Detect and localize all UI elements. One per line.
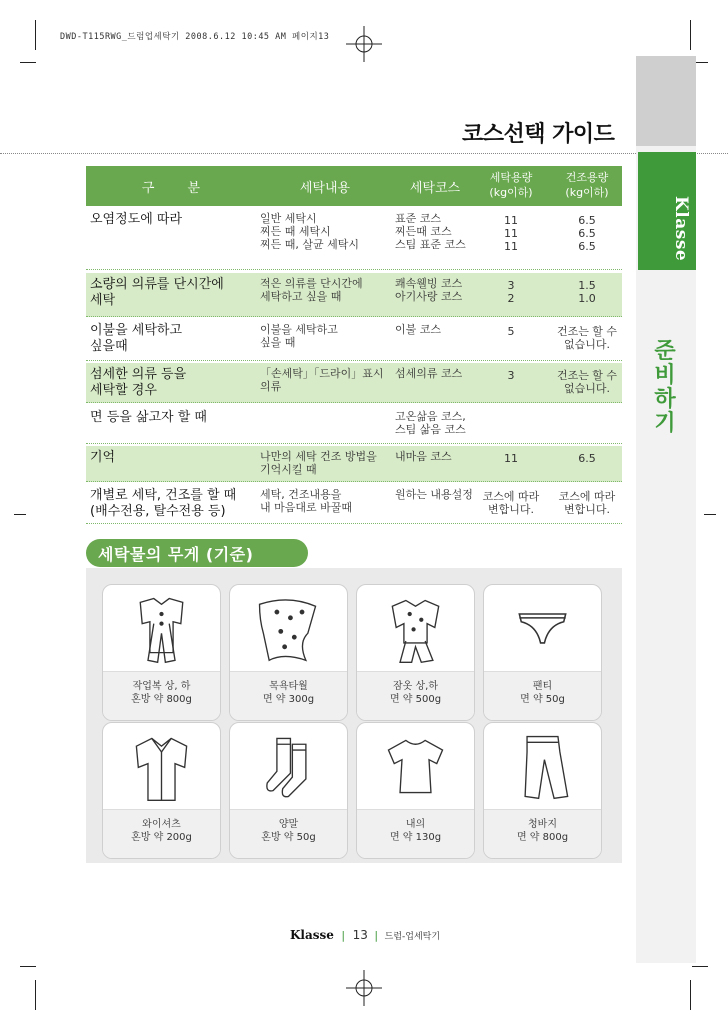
weight-card	[483, 722, 602, 859]
item-name: 팬티	[532, 681, 553, 692]
row-dry-capacity: 6.5	[578, 452, 596, 465]
side-section-label: 준비하기	[654, 339, 676, 436]
row-dry-capacity: 6.5 6.5 6.5	[578, 214, 596, 253]
table-row	[86, 484, 622, 524]
weight-caption	[230, 809, 347, 859]
row-category: 섬세한 의류 등을 세탁할 경우	[90, 367, 187, 398]
item-weight: 혼방 약 200g	[131, 832, 192, 843]
row-course: 원하는 내용설정	[395, 488, 473, 501]
item-weight: 면 약 500g	[389, 694, 442, 705]
row-content: 나만의 세탁 건조 방법을 기억시킬 때	[260, 450, 377, 476]
table-header	[86, 166, 622, 206]
weight-caption	[484, 671, 601, 721]
row-wash-capacity: 11 11 11	[504, 214, 518, 253]
weight-section-title	[86, 539, 308, 567]
crop-mark	[690, 20, 691, 50]
row-dry-capacity: 건조는 할 수 없습니다.	[556, 325, 618, 351]
row-course: 고온삶음 코스, 스팀 삶음 코스	[395, 410, 466, 436]
row-course: 섬세의류 코스	[395, 367, 463, 380]
item-weight: 면 약 800g	[516, 832, 569, 843]
row-course: 표준 코스 찌든때 코스 스팀 표준 코스	[395, 212, 466, 251]
row-category: 개별로 세탁, 건조를 할 때 (배수전용, 탈수전용 등)	[90, 488, 237, 519]
weight-caption	[357, 809, 474, 859]
weight-caption	[103, 809, 220, 859]
weight-caption	[357, 671, 474, 721]
item-name: 양말	[278, 819, 299, 830]
row-divider	[86, 443, 622, 444]
registration-mark-icon	[346, 26, 382, 62]
footer-page-number: 13	[352, 928, 368, 942]
table-row	[86, 319, 622, 361]
row-course: 이불 코스	[395, 323, 442, 336]
row-divider	[86, 523, 622, 524]
weight-card	[229, 722, 348, 859]
undershirt-icon	[357, 723, 474, 808]
side-tab-top	[636, 56, 696, 146]
crop-mark	[35, 980, 36, 1010]
table-row	[86, 406, 622, 444]
row-dry-capacity: 건조는 할 수 없습니다.	[556, 369, 618, 395]
table-row	[86, 363, 622, 403]
row-category: 이불을 세탁하고 싶을때	[90, 323, 183, 354]
shirt-icon	[103, 723, 220, 808]
row-category: 오염정도에 따라	[90, 212, 183, 227]
header-content: 세탁내용	[299, 181, 351, 196]
row-wash-capacity: 11	[504, 452, 518, 465]
item-name: 내의	[405, 819, 426, 830]
footer-brand: Klasse	[290, 928, 334, 942]
row-dry-capacity: 1.5 1.0	[578, 279, 596, 305]
crop-mark	[20, 62, 36, 63]
jeans-icon	[484, 723, 601, 808]
crop-mark	[20, 966, 36, 967]
header-dry-capacity: 건조용량 (kg이하)	[565, 171, 609, 199]
item-weight: 면 약 130g	[389, 832, 442, 843]
row-dry-capacity: 코스에 따라 변합니다.	[558, 490, 616, 516]
page-title: 코스선택 가이드	[462, 122, 615, 147]
row-content: 이불을 세탁하고 싶을 때	[260, 323, 338, 349]
item-weight: 면 약 300g	[262, 694, 315, 705]
weight-caption	[103, 671, 220, 721]
crop-mark	[704, 514, 716, 515]
footer-product: 드럼-업세탁기	[384, 932, 441, 942]
row-course: 쾌속웰빙 코스 아기사랑 코스	[395, 277, 463, 303]
crop-mark	[692, 966, 708, 967]
crop-mark	[14, 514, 26, 515]
course-table	[86, 166, 622, 524]
bath-towel-icon	[230, 585, 347, 670]
row-course: 내마음 코스	[395, 450, 452, 463]
row-divider	[86, 269, 622, 270]
registration-mark-icon	[346, 970, 382, 1006]
footer-divider: |	[341, 929, 346, 942]
row-wash-capacity: 3 2	[507, 279, 515, 305]
crop-mark	[35, 20, 36, 50]
crop-mark	[690, 980, 691, 1010]
item-name: 와이셔츠	[142, 819, 181, 830]
pajamas-icon	[357, 585, 474, 670]
weight-caption	[230, 671, 347, 721]
row-content: 일반 세탁시 찌든 때 세탁시 찌든 때, 살균 세탁시	[260, 212, 359, 251]
row-category: 기억	[90, 450, 116, 465]
work-clothes-icon	[103, 585, 220, 670]
header-course: 세탁코스	[409, 181, 461, 196]
header-dotted-rule	[0, 153, 728, 154]
row-wash-capacity: 3	[507, 369, 515, 382]
item-weight: 면 약 50g	[520, 694, 565, 705]
footer-divider: |	[374, 929, 379, 942]
row-category: 면 등을 삶고자 할 때	[90, 410, 207, 425]
item-name: 잠옷 상,하	[393, 681, 438, 692]
print-header-line: DWD-T115RWG_드럼업세탁기 2008.6.12 10:45 AM 페이지13	[60, 32, 330, 42]
row-content: 적은 의류를 단시간에 세탁하고 싶을 때	[260, 277, 363, 303]
row-wash-capacity: 5	[507, 325, 515, 338]
weight-card	[102, 722, 221, 859]
row-divider	[86, 360, 622, 361]
weight-card	[483, 584, 602, 721]
row-divider	[86, 402, 622, 403]
item-name: 작업복 상, 하	[132, 681, 191, 692]
table-row	[86, 208, 622, 270]
row-category: 소량의 의류를 단시간에 세탁	[90, 277, 224, 308]
row-wash-capacity: 코스에 따라 변합니다.	[482, 490, 540, 516]
table-row	[86, 273, 622, 317]
table-row	[86, 446, 622, 482]
item-weight: 혼방 약 50g	[261, 832, 316, 843]
weight-card	[102, 584, 221, 721]
page-footer	[290, 928, 440, 942]
weight-section-title-text: 세탁물의 무게 (기준)	[98, 545, 254, 564]
row-content: 세탁, 건조내용을 내 마음대로 바꿀때	[260, 488, 353, 514]
weight-card	[356, 722, 475, 859]
side-brand-logo: Klasse	[671, 196, 691, 262]
item-name: 목욕타월	[269, 681, 308, 692]
header-wash-capacity: 세탁용량 (kg이하)	[489, 171, 533, 199]
socks-icon	[230, 723, 347, 808]
weight-card	[229, 584, 348, 721]
row-divider	[86, 316, 622, 317]
weight-card	[356, 584, 475, 721]
item-name: 청바지	[528, 819, 557, 830]
panties-icon	[484, 585, 601, 670]
item-weight: 혼방 약 800g	[131, 694, 192, 705]
header-category: 구 분	[141, 181, 201, 196]
weight-panel	[86, 568, 622, 863]
row-content: 「손세탁」「드라이」표시 의류	[260, 367, 384, 393]
weight-caption	[484, 809, 601, 859]
row-divider	[86, 481, 622, 482]
